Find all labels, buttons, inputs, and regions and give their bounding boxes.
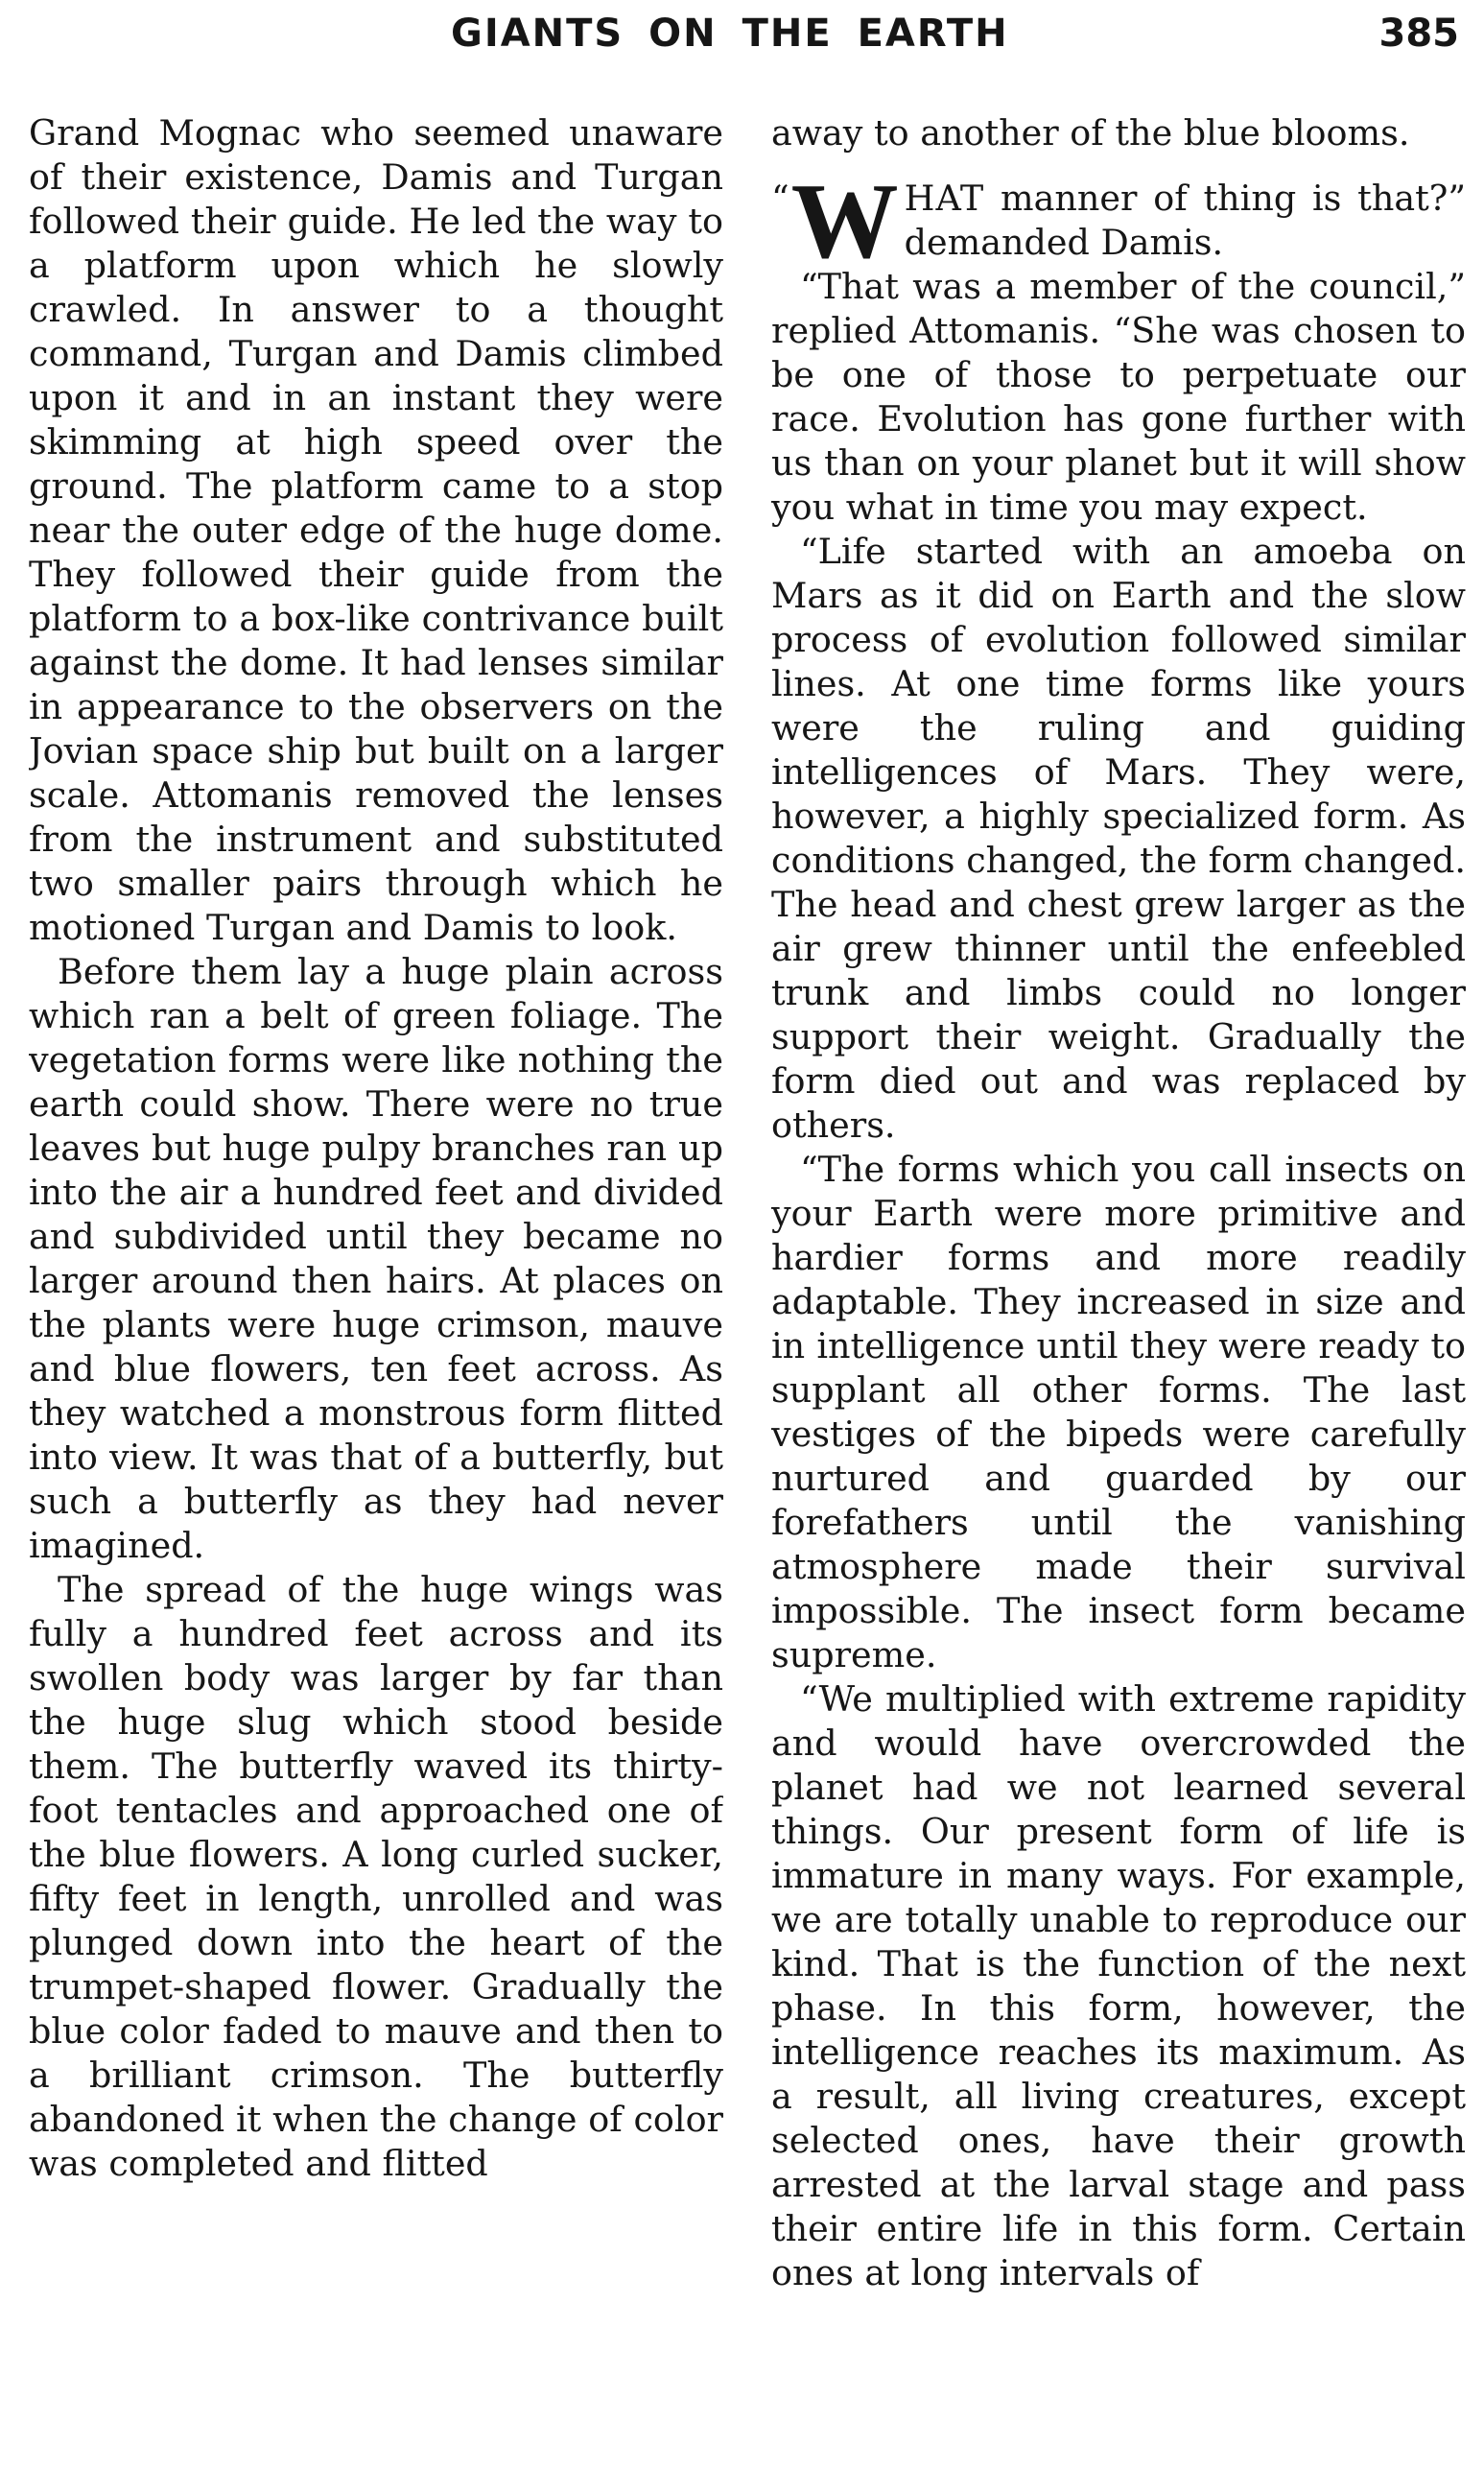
page-number: 385 xyxy=(1378,12,1459,56)
paragraph: Before them lay a huge plain across which ran a belt of green foliage. The vegetation forms were like nothing the earth could show. There were no true leaves but huge pulpy branches ran up into the air a hundred feet and divided and subdivided until they became no larger around then hairs. At places on the plants were huge crimson, mauve and blue flowers, ten feet across. As they watched a monstrous form flitted into view. It was that of a butterfly, but such a butterfly as they had never imagined. xyxy=(29,951,723,1566)
right-column xyxy=(771,111,1466,2462)
paragraph: “That was a member of the council,” replied Attomanis. “She was chosen to be one of those to perpetuate our race. Evolution has gone further with us than on your planet but it will show you what in time you may expect. xyxy=(771,266,1466,528)
paragraph: away to another of the blue blooms. xyxy=(771,112,1410,154)
section-start-paragraph xyxy=(771,162,1466,281)
paragraph: Grand Mognac who seemed unaware of their existence, Damis and Turgan followed their guide. He led the way to a platform upon which he slowly crawled. In answer to a thought command, Turgan and Damis climbed upon it and in an instant they were skimming at high speed over the ground. The platform came to a stop near the outer edge of the huge dome. They followed their guide from the platform to a box-like contrivance built against the dome. It had lenses similar in appearance to the observers on the Jovian space ship but built on a larger scale. Attomanis removed the lenses from the instrument and substituted two smaller pairs through which he motioned Turgan and Damis to look. xyxy=(29,112,723,948)
running-title: GIANTS ON THE EARTH xyxy=(451,12,1009,56)
drop-cap: W xyxy=(790,162,899,281)
page-header xyxy=(0,12,1484,69)
paragraph: “The forms which you call insects on your Earth were more primitive and hardier forms and more readily adaptable. They increased in size and in intelligence until they were ready to supplant all other forms. The last vestiges of the bipeds were carefully nurtured and guarded by our forefathers until the vanishing atmosphere made their survival impossible. The insect form became supreme. xyxy=(771,1149,1466,1675)
opening-quote: “ xyxy=(771,178,789,219)
left-column xyxy=(29,111,723,2462)
paragraph: The spread of the huge wings was fully a hundred feet across and its swollen body was larger by far than the huge slug which stood beside them. The butterfly waved its thirty-foot tentacles and approached one of the blue flowers. A long curled sucker, fifty feet in length, unrolled and was plunged down into the heart of the trumpet-shaped flower. Gradually the blue color faded to mauve and then to a brilliant crimson. The butterfly abandoned it when the change of color was completed and flitted xyxy=(29,1569,723,2184)
paragraph: “Life started with an amoeba on Mars as it did on Earth and the slow process of evolution followed similar lines. At one time forms like yours were the ruling and guiding intelligences of Mars. They were, however, a highly specialized form. As conditions changed, the form changed. The head and chest grew larger as the air grew thinner until the enfeebled trunk and limbs could no longer support their weight. Gradually the form died out and was replaced by others. xyxy=(771,531,1466,1146)
paragraph-rest: manner of thing is that?” demanded Damis. xyxy=(904,178,1466,263)
paragraph: “We multiplied with extreme rapidity and would have overcrowded the planet had we not learned several things. Our present form of life is immature in many ways. For example, we are totally unable to reproduce our kind. That is the function of the next phase. In this form, however, the intelligence reaches its maximum. As a result, all living creatures, except selected ones, have their growth arrested at the larval stage and pass their entire life in this form. Certain ones at long intervals of xyxy=(771,1678,1466,2293)
small-caps-lead: HAT xyxy=(904,178,985,219)
